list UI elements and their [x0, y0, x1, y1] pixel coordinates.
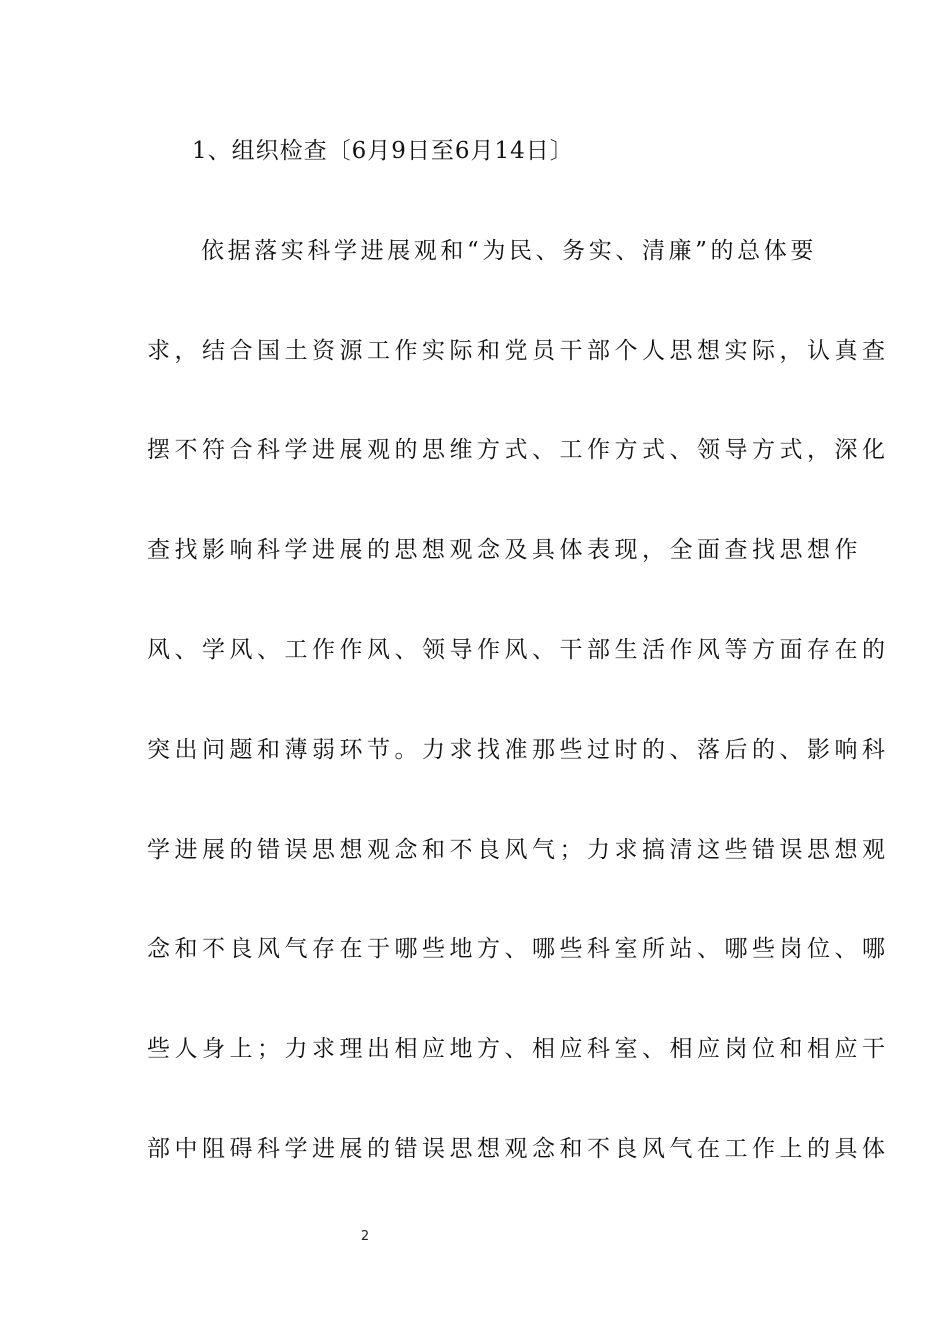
paragraph-line: 风、学风、工作作风、领导作风、干部生活作风等方面存在的 [147, 637, 890, 663]
page-number: 2 [360, 1229, 370, 1244]
paragraph-line: 些人身上；力求理出相应地方、相应科室、相应岗位和相应干 [147, 1036, 890, 1062]
paragraph-line: 突出问题和薄弱环节。力求找准那些过时的、落后的、影响科 [147, 737, 890, 763]
paragraph-line: 依据落实科学进展观和“为民、务实、清廉”的总体要 [201, 238, 817, 264]
paragraph-line: 念和不良风气存在于哪些地方、哪些科室所站、哪些岗位、哪 [147, 936, 890, 962]
paragraph-line: 学进展的错误思想观念和不良风气；力求搞清这些错误思想观 [147, 837, 890, 863]
paragraph-line: 摆不符合科学进展观的思维方式、工作方式、领导方式，深化 [147, 437, 890, 463]
paragraph-line: 部中阻碍科学进展的错误思想观念和不良风气在工作上的具体 [147, 1136, 890, 1162]
paragraph-line: 求，结合国土资源工作实际和党员干部个人思想实际，认真查 [147, 338, 890, 364]
section-heading: 1、组织检查〔6月9日至6月14日〕 [192, 138, 574, 164]
paragraph-line: 查找影响科学进展的思想观念及具体表现，全面查找思想作 [147, 537, 862, 563]
